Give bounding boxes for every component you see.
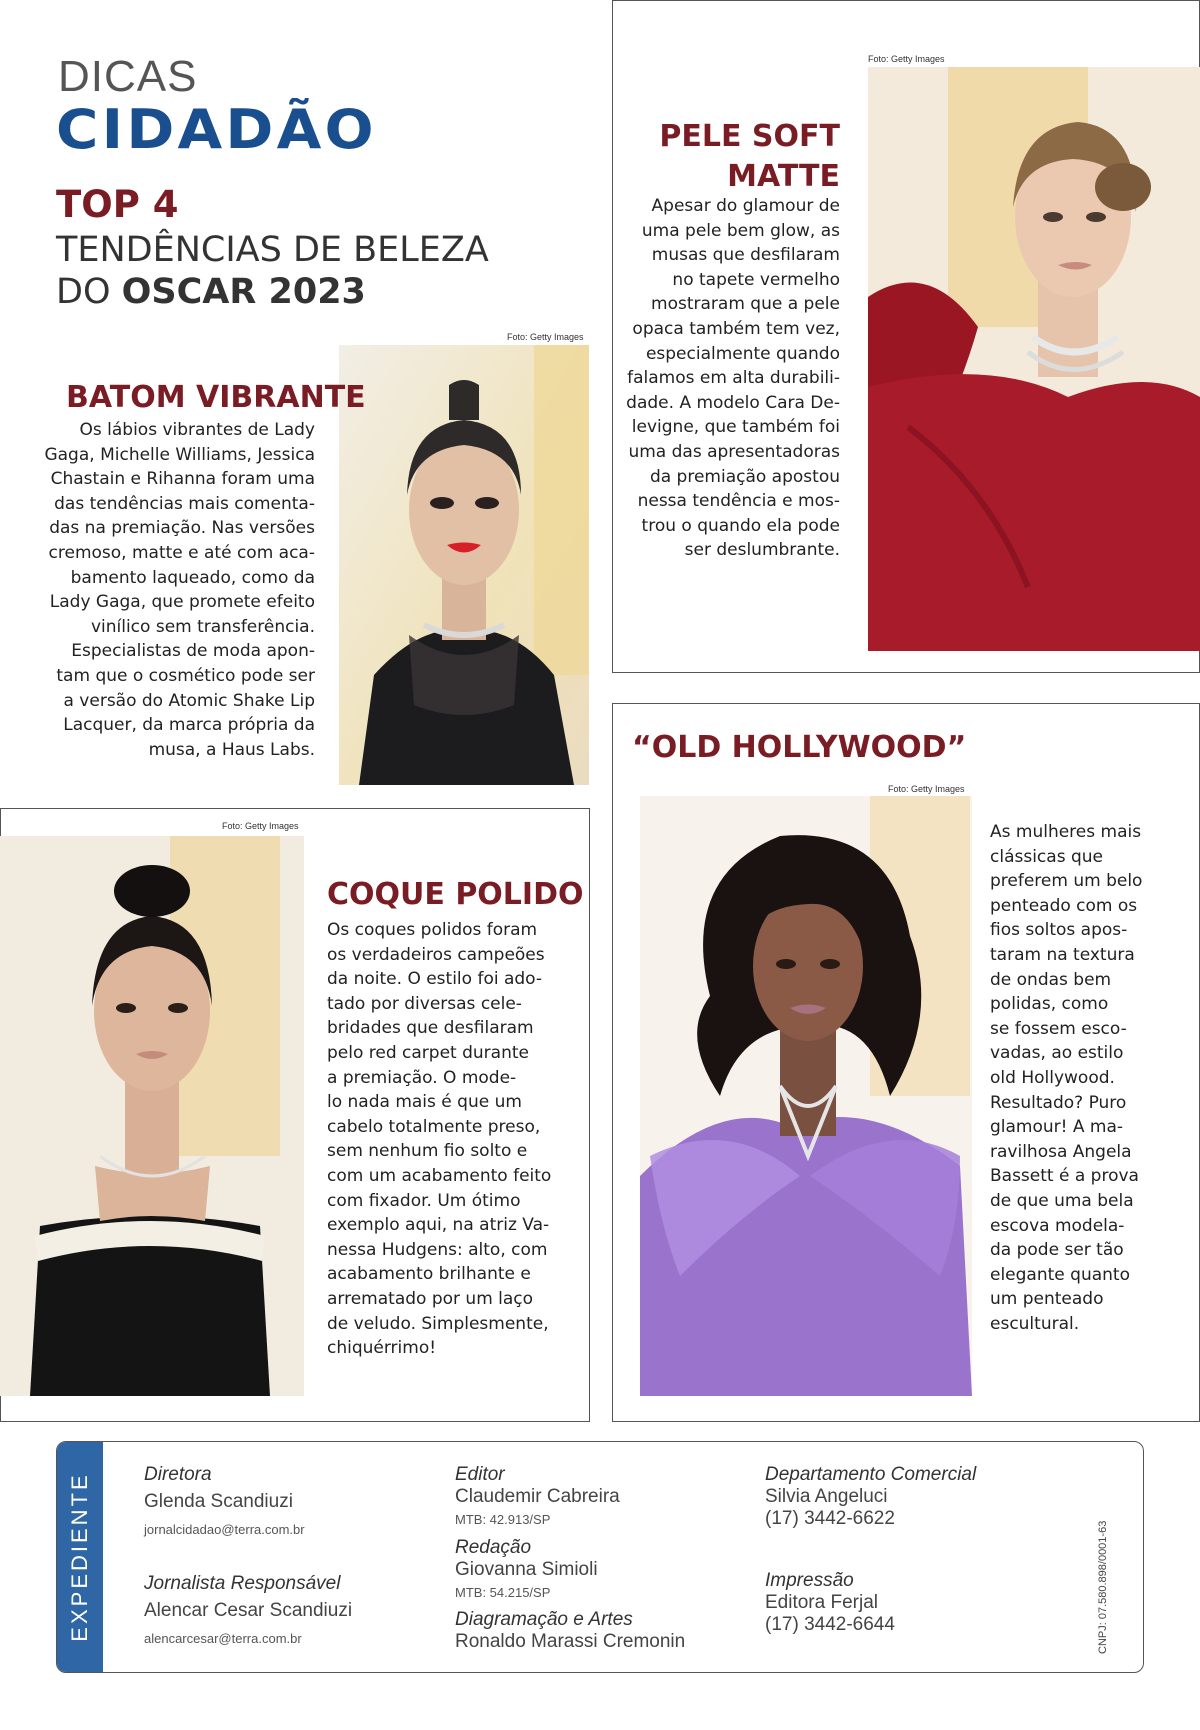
lady-gaga-illustration xyxy=(339,345,589,785)
headline-line1: TENDÊNCIAS DE BELEZA xyxy=(56,230,489,270)
lady-gaga-photo xyxy=(339,345,589,785)
body-line: Os lábios vibrantes de Lady xyxy=(79,420,315,440)
body-line: ravilhosa Angela xyxy=(990,1141,1132,1162)
credit-diagramacao: Diagramação e Artes Ronaldo Marassi Cremonin xyxy=(455,1609,686,1652)
body-line: um penteado xyxy=(990,1289,1104,1310)
body-line: old Hollywood. xyxy=(990,1067,1115,1088)
photo-credit: Foto: Getty Images xyxy=(868,54,945,64)
body-line: Lady Gaga, que promete efeito xyxy=(49,592,315,613)
body-line: sem nenhum fio solto e xyxy=(327,1141,528,1162)
body-line: uma pele bem glow, as xyxy=(641,220,840,241)
body-line: Lacquer, da marca própria da xyxy=(63,715,315,736)
cara-delevingne-illustration xyxy=(868,67,1200,651)
body-line: tam que o cosmético pode ser xyxy=(56,665,315,686)
cnpj-number: CNPJ: 07.580.898/0001-63 xyxy=(1097,1520,1109,1654)
body-line: Resultado? Puro xyxy=(990,1092,1127,1113)
section-body-coque xyxy=(327,918,587,1361)
headline-emphasis: OSCAR 2023 xyxy=(121,272,366,312)
cara-delevingne-photo xyxy=(868,67,1200,651)
photo-credit: Foto: Getty Images xyxy=(222,821,299,831)
body-line: vinílico sem transferência. xyxy=(90,616,315,637)
body-line: arrematado por um laço xyxy=(327,1288,534,1309)
body-line: Os coques polidos foram xyxy=(327,920,538,940)
body-line: com um acabamento feito xyxy=(327,1165,552,1186)
section-body-batom xyxy=(40,418,315,762)
body-line: preferem um belo xyxy=(990,871,1143,892)
body-line: com fixador. Um ótimo xyxy=(327,1190,521,1211)
body-line: mostraram que a pele xyxy=(651,294,840,315)
body-line: trou o quando ela pode xyxy=(641,515,840,536)
body-line: musas que desfilaram xyxy=(651,245,840,266)
body-line: musa, a Haus Labs. xyxy=(148,739,315,760)
section-title-pele: PELE SOFT MATTE xyxy=(659,119,840,194)
body-line: ser deslumbrante. xyxy=(684,540,840,561)
credit-editor: Editor Claudemir Cabreira MTB: 42.913/SP xyxy=(455,1464,620,1527)
body-line: da noite. O estilo foi ado- xyxy=(327,969,543,990)
section-title-hollywood: “OLD HOLLYWOOD” xyxy=(632,730,967,765)
body-line: elegante quanto xyxy=(990,1264,1130,1285)
body-line: cabelo totalmente preso, xyxy=(327,1116,541,1137)
body-line: da pode ser tão xyxy=(990,1240,1124,1261)
body-line: Bassett é a prova xyxy=(990,1166,1139,1187)
body-line: de ondas bem xyxy=(990,969,1112,990)
angela-bassett-photo xyxy=(640,796,972,1396)
body-line: opaca também tem vez, xyxy=(632,318,840,339)
section-kicker: DICAS xyxy=(58,52,198,101)
body-line: clássicas que xyxy=(990,846,1103,867)
body-line: de que uma bela xyxy=(990,1190,1134,1211)
expediente-panel xyxy=(56,1441,1144,1673)
body-line: das tendências mais comenta- xyxy=(54,493,315,514)
headline xyxy=(56,229,489,313)
credit-redacao: Redação Giovanna Simioli MTB: 54.215/SP xyxy=(455,1537,598,1600)
body-line: nessa Hudgens: alto, com xyxy=(327,1239,548,1260)
credit-impressao: Impressão Editora Ferjal (17) 3442-6644 xyxy=(765,1570,895,1635)
body-line: tado por diversas cele- xyxy=(327,993,522,1014)
body-line: bridades que desfilaram xyxy=(327,1018,534,1039)
body-line: Gaga, Michelle Williams, Jessica xyxy=(44,444,315,465)
headline-line2: DO OSCAR 2023 xyxy=(56,272,366,312)
body-line: falamos em alta durabili- xyxy=(627,368,840,389)
body-line: glamour! A ma- xyxy=(990,1117,1124,1138)
body-line: cremoso, matte e até com aca- xyxy=(48,542,315,563)
body-line: taram na textura xyxy=(990,944,1135,965)
body-line: da premiação apostou xyxy=(649,466,840,487)
section-title-coque: COQUE POLIDO xyxy=(327,877,584,912)
expediente-tab: EXPEDIENTE xyxy=(57,1442,103,1672)
body-line: das na premiação. Nas versões xyxy=(49,518,315,539)
body-line: Chastain e Rihanna foram uma xyxy=(50,469,315,490)
section-body-pele xyxy=(600,194,840,563)
vanessa-hudgens-illustration xyxy=(0,836,304,1396)
body-line: penteado com os xyxy=(990,895,1138,916)
body-line: de veludo. Simplesmente, xyxy=(327,1313,549,1334)
body-line: vadas, ao estilo xyxy=(990,1043,1124,1064)
body-line: no tapete vermelho xyxy=(672,269,840,290)
body-line: bamento laqueado, como da xyxy=(70,567,315,588)
body-line: polidas, como xyxy=(990,994,1109,1015)
body-line: chiquérrimo! xyxy=(327,1338,437,1359)
body-line: acabamento brilhante e xyxy=(327,1264,531,1285)
credit-diretora: Diretora Glenda Scandiuzi jornalcidadao@terra.com.br xyxy=(144,1464,305,1537)
body-line: se fossem esco- xyxy=(990,1018,1127,1039)
body-line: a premiação. O mode- xyxy=(327,1067,517,1088)
body-line: os verdadeiros campeões xyxy=(327,944,545,965)
section-title-batom: BATOM VIBRANTE xyxy=(66,380,366,415)
body-line: exemplo aqui, na atriz Va- xyxy=(327,1215,550,1236)
body-line: Apesar do glamour de xyxy=(651,196,840,216)
body-line: especialmente quando xyxy=(645,343,840,364)
credit-comercial: Departamento Comercial Silvia Angeluci (17) 3442-6622 xyxy=(765,1464,977,1529)
body-line: escultural. xyxy=(990,1313,1080,1334)
masthead-title: CIDADÃO xyxy=(56,98,377,161)
section-body-hollywood xyxy=(990,820,1195,1336)
angela-bassett-illustration xyxy=(640,796,972,1396)
body-line: levigne, que também foi xyxy=(631,417,840,438)
body-line: lo nada mais é que um xyxy=(327,1092,522,1113)
vanessa-hudgens-photo xyxy=(0,836,304,1396)
body-line: uma das apresentadoras xyxy=(628,441,840,462)
photo-credit: Foto: Getty Images xyxy=(888,784,965,794)
body-line: As mulheres mais xyxy=(990,822,1142,842)
body-line: dade. A modelo Cara De- xyxy=(626,392,840,413)
body-line: a versão do Atomic Shake Lip xyxy=(63,690,315,711)
body-line: Especialistas de moda apon- xyxy=(71,641,315,662)
photo-credit: Foto: Getty Images xyxy=(507,332,584,342)
headline-top: TOP 4 xyxy=(56,183,179,226)
body-line: escova modela- xyxy=(990,1215,1125,1236)
credit-jornalista: Jornalista Responsável Alencar Cesar Scandiuzi alencarcesar@terra.com.br xyxy=(144,1573,353,1646)
body-line: pelo red carpet durante xyxy=(327,1042,529,1063)
body-line: fios soltos apos- xyxy=(990,920,1128,941)
body-line: nessa tendência e mos- xyxy=(637,491,840,512)
